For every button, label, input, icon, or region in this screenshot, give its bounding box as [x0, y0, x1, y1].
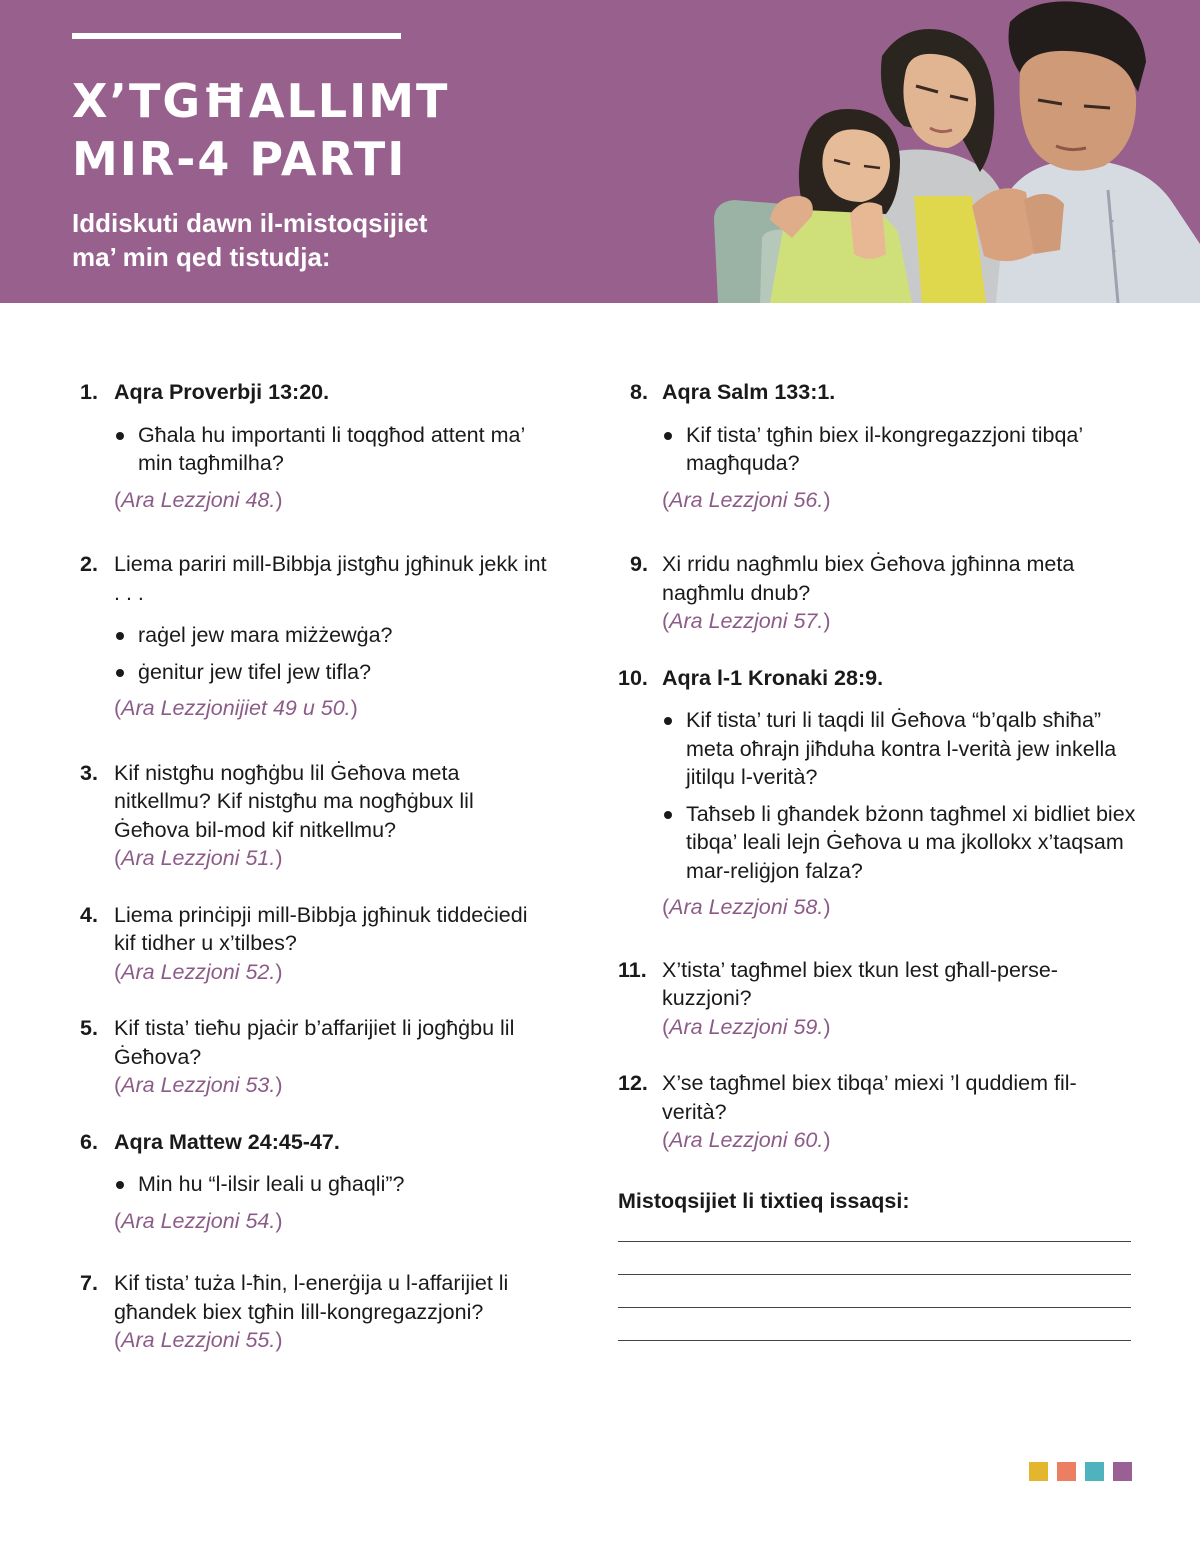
- question-text: Liema prinċipji mill-Bibbja jgħinuk tiddeċiedi kif tidher u x’tilbes?: [114, 902, 528, 955]
- header-banner: [0, 0, 1200, 303]
- page-title-line: X’TGĦALLIMT: [72, 74, 450, 128]
- lesson-reference: (Ara Lezzjonijiet 49 u 50.): [114, 696, 358, 720]
- question-number: 7.: [80, 1271, 98, 1295]
- note-line[interactable]: [618, 1241, 1131, 1242]
- note-line[interactable]: [618, 1307, 1131, 1308]
- question-number: 11.: [618, 957, 647, 982]
- question-text: Aqra l-1 Kronaki 28:9.: [662, 665, 884, 690]
- question-number: 2.: [80, 552, 98, 576]
- question-text: Aqra Salm 133:1.: [662, 380, 836, 404]
- bullet-list: [662, 706, 1138, 885]
- page-subtitle-line: ma’ min qed tistudja:: [72, 242, 331, 272]
- bullet-list: [114, 621, 550, 686]
- lesson-reference: (Ara Lezzjoni 48.): [114, 487, 283, 512]
- swatch-orange: [1057, 1462, 1076, 1481]
- lesson-reference: (Ara Lezzjoni 51.): [114, 846, 283, 870]
- lesson-reference: (Ara Lezzjoni 52.): [114, 959, 283, 984]
- question-item: [80, 1014, 550, 1100]
- lesson-reference: (Ara Lezzjoni 60.): [662, 1128, 831, 1152]
- question-number: 3.: [80, 760, 98, 785]
- bullet-item: Taħseb li għandek bżonn tagħmel xi bidliet biex tibqa’ leali lejn Ġeħova u ma jkollokx x’taqsam mar-reliġjon falza?: [662, 800, 1138, 886]
- lesson-reference: (Ara Lezzjoni 59.): [662, 1014, 831, 1039]
- question-text: Xi rridu nagħmlu biex Ġeħova jgħinna meta nagħmlu dnub?: [662, 552, 1075, 605]
- question-item: [618, 378, 1138, 514]
- question-text: Kif tista’ tieħu pjaċir b’affarijiet li jogħġbu lil Ġeħova?: [114, 1016, 515, 1069]
- question-text: X’se tagħmel biex tibqa’ miexi ’l quddiem fil-verità?: [662, 1071, 1077, 1124]
- header-rule: [72, 33, 401, 39]
- question-number: 8.: [630, 380, 648, 404]
- lesson-reference: (Ara Lezzjoni 58.): [662, 895, 831, 919]
- question-item: [80, 901, 550, 987]
- question-number: 1.: [80, 380, 98, 404]
- question-item: [618, 550, 1138, 636]
- question-text: Aqra Proverbji 13:20.: [114, 380, 330, 404]
- swatch-purple: [1113, 1462, 1132, 1481]
- question-number: 4.: [80, 902, 98, 927]
- questions-column-left: [80, 378, 550, 1355]
- lesson-reference: (Ara Lezzjoni 57.): [662, 609, 831, 633]
- question-item: [80, 378, 550, 514]
- swatch-teal: [1085, 1462, 1104, 1481]
- question-item: [80, 1269, 550, 1355]
- question-item: [80, 550, 550, 723]
- question-number: 10.: [618, 665, 648, 690]
- lesson-reference: (Ara Lezzjoni 53.): [114, 1073, 283, 1097]
- bullet-item: Għala hu importanti li toqgħod attent ma’ min tagħmilha?: [114, 421, 550, 478]
- page-subtitle-line: Iddiskuti dawn il-mistoqsijiet: [72, 208, 428, 238]
- note-line[interactable]: [618, 1274, 1131, 1275]
- bullet-list: [114, 1170, 550, 1199]
- question-number: 9.: [630, 552, 648, 576]
- question-item: [618, 664, 1138, 922]
- question-item: [80, 759, 550, 873]
- question-item: [80, 1128, 550, 1236]
- note-line[interactable]: [618, 1340, 1131, 1341]
- question-item: [618, 1069, 1138, 1155]
- lesson-reference: (Ara Lezzjoni 55.): [114, 1328, 283, 1352]
- family-praying-illustration: [700, 0, 1200, 303]
- page-title-line: MIR-4 PARTI: [72, 132, 407, 186]
- bullet-list: [662, 421, 1138, 478]
- question-text: Kif nistgħu nogħġbu lil Ġeħova meta nitkellmu? Kif nistgħu ma nogħġbux lil Ġeħova bil-mod kif nitkellmu?: [114, 760, 474, 842]
- page-title: [72, 72, 449, 188]
- bullet-item: Kif tista’ tgħin biex il-kongregazzjoni tibqa’ magħquda?: [662, 421, 1138, 478]
- lesson-reference: (Ara Lezzjoni 56.): [662, 487, 831, 512]
- lesson-reference: (Ara Lezzjoni 54.): [114, 1208, 283, 1233]
- bullet-list: [114, 421, 550, 478]
- question-text: X’tista’ tagħmel biex tkun lest għall-perse-kuzzjoni?: [662, 957, 1058, 1010]
- notes-title: Mistoqsijiet li tixtieq issaqsi:: [618, 1188, 910, 1213]
- bullet-item: ġenitur jew tifel jew tifla?: [114, 658, 550, 687]
- bullet-item: Min hu “l-ilsir leali u għaqli”?: [114, 1170, 550, 1199]
- question-number: 6.: [80, 1129, 98, 1154]
- bullet-item: raġel jew mara miżżewġa?: [114, 621, 550, 650]
- bullet-item: Kif tista’ turi li taqdi lil Ġeħova “b’qalb sħiħa” meta oħrajn jiħduha kontra l-verità jew inkella jitilqu l-verità?: [662, 706, 1138, 792]
- question-number: 5.: [80, 1016, 98, 1040]
- swatch-yellow: [1029, 1462, 1048, 1481]
- color-swatches: [1029, 1462, 1132, 1481]
- question-text: Liema pariri mill-Bibbja jistgħu jgħinuk jekk int . . .: [114, 552, 547, 605]
- question-text: Kif tista’ tuża l-ħin, l-enerġija u l-affarijiet li għandek biex tgħin lill-kongregazzjoni?: [114, 1271, 509, 1324]
- questions-column-right: [618, 378, 1138, 1341]
- page-subtitle: [72, 206, 427, 274]
- question-text: Aqra Mattew 24:45-47.: [114, 1129, 340, 1154]
- question-item: [618, 956, 1138, 1042]
- question-number: 12.: [618, 1071, 648, 1095]
